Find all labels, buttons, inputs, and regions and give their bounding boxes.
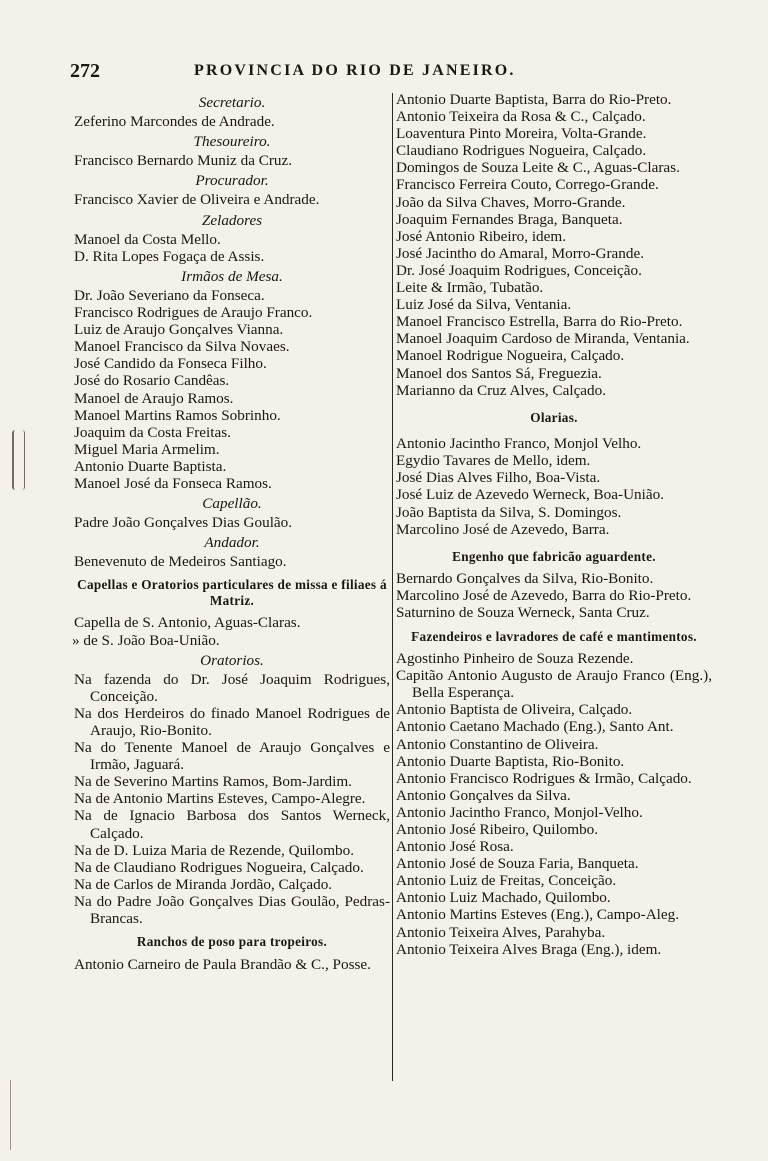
list-item: Manoel da Costa Mello. [74,230,221,248]
list-item: Na do Padre João Gonçalves Dias Goulão, Pedras-Brancas. [74,892,390,928]
list-item: Saturnino de Souza Werneck, Santa Cruz. [396,604,650,622]
list-item: Antonio Duarte Baptista, Rio-Bonito. [396,752,625,770]
list-item: Bernardo Gonçalves da Silva, Rio-Bonito. [396,570,654,588]
list-item: Claudiano Rodrigues Nogueira, Calçado. [396,142,647,160]
list-item: Francisco Rodrigues de Araujo Franco. [74,304,313,322]
list-item: Marcolino José de Azevedo, Barra do Rio-Preto. [396,587,692,605]
secretario-name: Zeferino Marcondes de Andrade. [74,113,275,131]
heading-andador: Andador. [204,534,260,552]
column-rule [392,93,393,1081]
heading-irmaos-de-mesa: Irmãos de Mesa. [181,267,283,285]
engenho-list [396,570,712,621]
list-item: Luiz de Araujo Gonçalves Vianna. [74,321,284,339]
capellas-list [74,614,390,648]
list-item: Marcolino José de Azevedo, Barra. [396,520,610,538]
thesoureiro-name: Francisco Bernardo Muniz da Cruz. [74,152,293,170]
list-item: Marianno da Cruz Alves, Calçado. [396,381,607,399]
list-item: Antonio Luiz Machado, Quilombo. [396,889,611,907]
irmaos-list [74,287,390,492]
list-item: Antonio Constantino de Oliveira. [396,735,599,753]
zeladores-list [74,231,390,265]
list-item: Antonio Martins Esteves (Eng.), Campo-Aleg. [396,906,680,924]
list-item: Manoel Martins Ramos Sobrinho. [74,406,281,424]
edge-mark [10,1080,11,1150]
list-item: Na dos Herdeiros do finado Manoel Rodrigues de Araujo, Rio-Bonito. [74,704,390,739]
list-item: Na de Ignacio Barbosa dos Santos Werneck, Calçado. [74,807,390,842]
list-item: Leite & Irmão, Tubatão. [396,279,544,297]
list-item: Antonio Duarte Baptista. [74,457,227,475]
right-column [396,91,712,958]
list-item: Manoel José da Fonseca Ramos. [74,474,272,492]
list-item: Antonio Duarte Baptista, Barra do Rio-Preto. [396,91,672,108]
list-item: Antonio Gonçalves da Silva. [396,786,571,804]
list-item: João Baptista da Silva, S. Domingos. [396,503,622,521]
list-item: José Luiz de Azevedo Werneck, Boa-União. [396,486,664,504]
list-item: Na de D. Luiza Maria de Rezende, Quilombo. [74,841,355,859]
list-item: Antonio Jacintho Franco, Monjol Velho. [396,435,642,453]
list-item: Na de Antonio Martins Esteves, Campo-Alegre. [74,790,366,808]
list-item: Dr. João Severiano da Fonseca. [74,286,265,304]
page-title: PROVINCIA DO RIO DE JANEIRO. [194,62,516,79]
list-item: Manoel dos Santos Sá, Freguezia. [396,364,602,382]
list-item: Antonio Baptista de Oliveira, Calçado. [396,701,633,719]
list-item: Manoel Joaquim Cardoso de Miranda, Ventania. [396,330,690,348]
ranchos-list [74,956,390,973]
list-item: Na de Claudiano Rodrigues Nogueira, Calçado. [74,858,364,876]
list-item: » de S. João Boa-União. [72,631,220,649]
list-item: Antonio Teixeira Alves Braga (Eng.), idem. [396,940,662,958]
heading-thesoureiro: Thesoureiro. [193,133,271,151]
capellao-name: Padre João Gonçalves Dias Goulão. [74,514,293,532]
heading-oratorios: Oratorios. [200,651,264,669]
heading-secretario: Secretario. [198,94,266,111]
list-item: José Dias Alves Filho, Boa-Vista. [396,469,601,487]
list-item: Manoel Rodrigue Nogueira, Calçado. [396,347,625,365]
list-item: Antonio José de Souza Faria, Banqueta. [396,855,639,873]
heading-capellas: Capellas e Oratorios particulares de missa e filiaes á Matriz. [77,577,387,608]
list-item: Loaventura Pinto Moreira, Volta-Grande. [396,125,647,143]
list-item: Joaquim Fernandes Braga, Banqueta. [396,210,623,228]
list-item: Antonio Luiz de Freitas, Conceição. [396,872,617,890]
list-item: Capitão Antonio Augusto de Araujo Franco (Eng.), Bella Esperança. [396,667,712,702]
list-item: Na do Tenente Manoel de Araujo Gonçalves e Irmão, Jaguará. [74,739,390,774]
list-item: Antonio Teixeira Alves, Parahyba. [396,923,606,941]
olarias-list [396,435,712,538]
list-item: Antonio José Ribeiro, Quilombo. [396,820,599,838]
list-item: Capella de S. Antonio, Aguas-Claras. [74,614,301,632]
fazendeiros-list [396,650,712,958]
list-item: João da Silva Chaves, Morro-Grande. [396,193,626,211]
left-column [74,91,390,973]
list-item: José Candido da Fonseca Filho. [74,355,267,373]
list-item: Antonio Jacintho Franco, Monjol-Velho. [396,803,643,821]
list-item: Agostinho Pinheiro de Souza Rezende. [396,650,634,668]
list-item: Na de Severino Martins Ramos, Bom-Jardim. [74,773,352,791]
page-header [70,60,710,82]
oratorios-list [74,671,390,927]
list-item: Dr. José Joaquim Rodrigues, Conceição. [396,261,642,279]
heading-zeladores: Zeladores [201,211,263,229]
list-item: Antonio Carneiro de Paula Brandão & C., Posse. [74,955,371,973]
heading-engenho: Engenho que fabricão aguardente. [452,548,656,564]
list-item: Antonio Francisco Rodrigues & Irmão, Calçado. [396,769,692,787]
list-item: Na de Carlos de Miranda Jordão, Calçado. [74,875,333,893]
list-item: Antonio José Rosa. [396,838,514,856]
list-item: D. Rita Lopes Fogaça de Assis. [74,247,265,265]
list-item: José Jacintho do Amaral, Morro-Grande. [396,244,644,262]
list-item: Joaquim da Costa Freitas. [74,423,231,441]
heading-olarias: Olarias. [530,409,578,425]
heading-capellao: Capellão. [202,495,262,513]
list-item: Manoel Francisco da Silva Novaes. [74,338,290,356]
list-item: Egydio Tavares de Mello, idem. [396,452,591,470]
list-item: Na fazenda do Dr. José Joaquim Rodrigues, Conceição. [74,670,390,705]
list-item: Antonio Teixeira da Rosa & C., Calçado. [396,108,646,126]
andador-name: Benevenuto de Medeiros Santiago. [74,553,287,571]
list-item: Manoel Francisco Estrella, Barra do Rio-Preto. [396,313,683,331]
list-item: Francisco Ferreira Couto, Corrego-Grande. [396,176,659,194]
heading-fazendeiros: Fazendeiros e lavradores de café e mantimentos. [411,628,697,644]
page-number: 272 [70,60,100,82]
heading-procurador: Procurador. [195,172,269,190]
list-item: José do Rosario Candêas. [74,372,230,390]
merchants-list [396,91,712,399]
heading-ranchos: Ranchos de poso para tropeiros. [136,934,328,950]
list-item: Manoel de Araujo Ramos. [74,389,234,407]
list-item: José Antonio Ribeiro, idem. [396,227,567,245]
list-item: Antonio Caetano Machado (Eng.), Santo Ant. [396,718,674,736]
list-item: Luiz José da Silva, Ventania. [396,296,572,314]
list-item: Domingos de Souza Leite & C., Aguas-Claras. [396,159,680,177]
binding-mark [12,430,25,490]
list-item: Miguel Maria Armelim. [74,440,220,458]
procurador-name: Francisco Xavier de Oliveira e Andrade. [74,191,320,209]
